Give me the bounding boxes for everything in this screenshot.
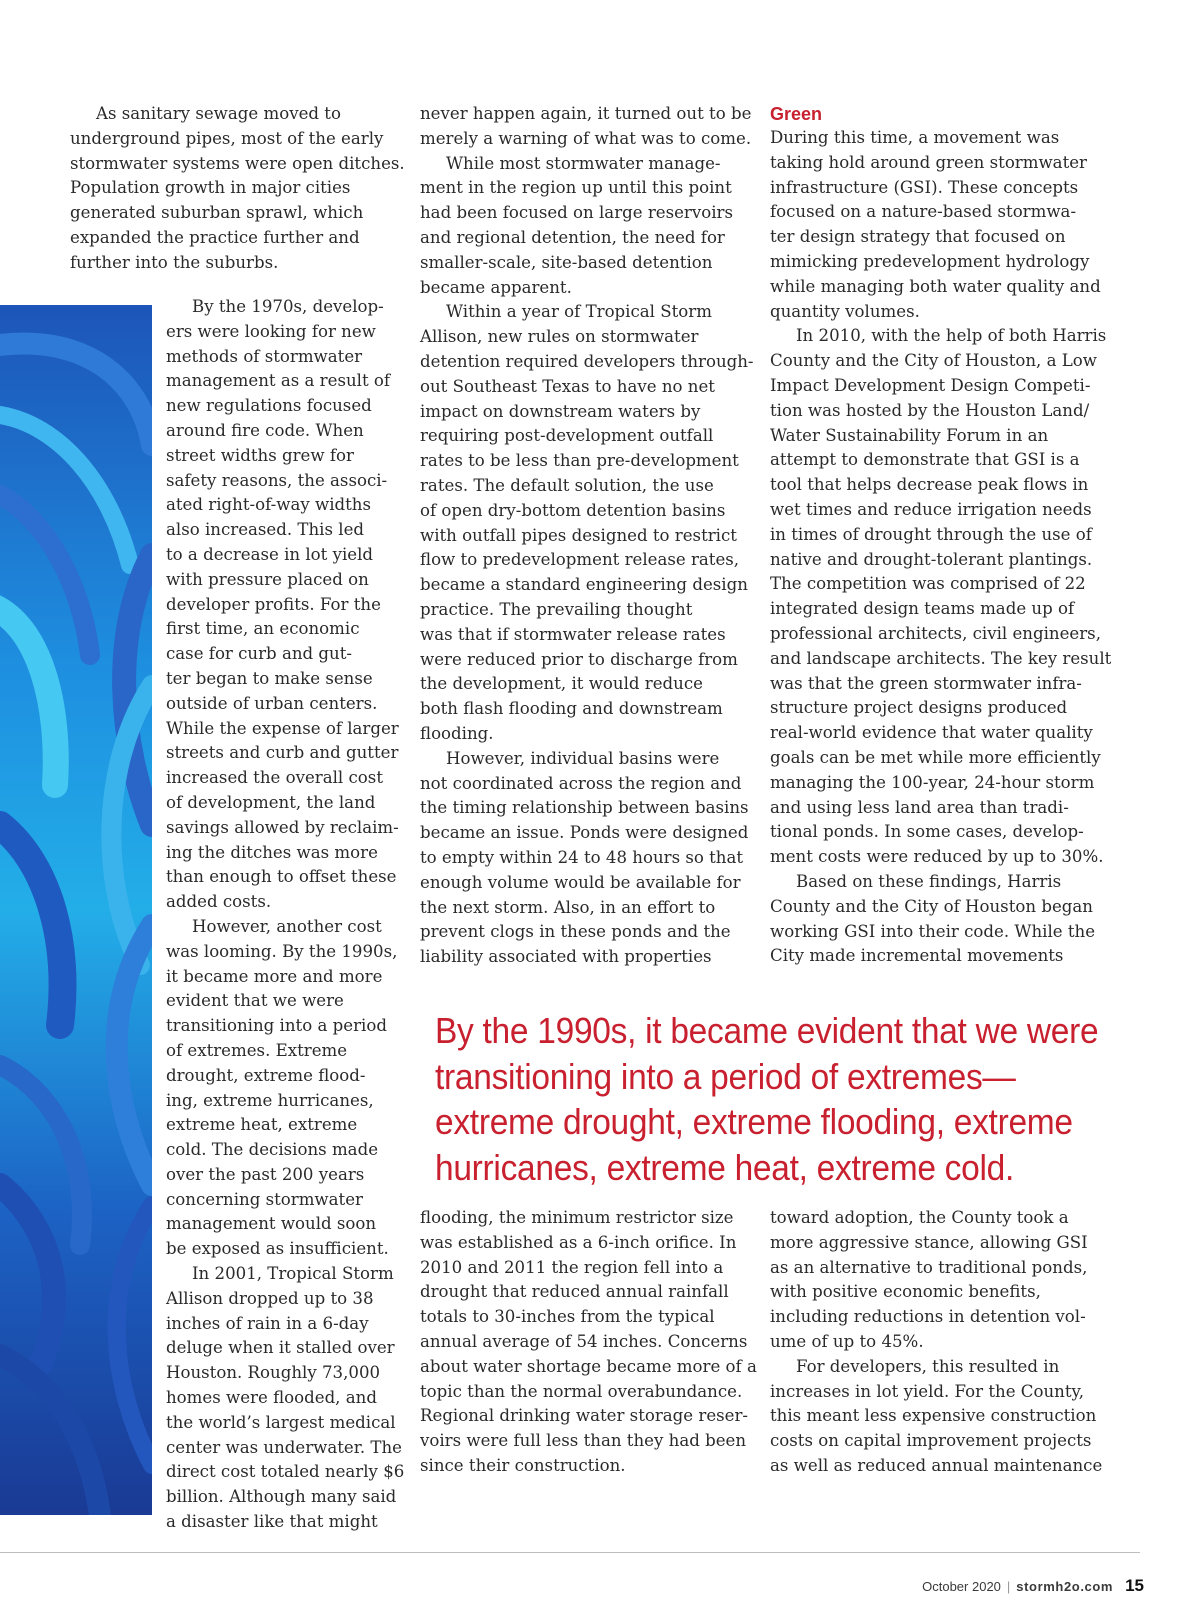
text-line: ated right-of-way widths <box>166 495 371 515</box>
text-line: During this time, a movement was <box>770 128 1060 147</box>
text-line: smaller-scale, site-based detention <box>420 252 713 272</box>
text-line: ment in the region up until this point <box>420 178 732 198</box>
text-line: However, individual basins were <box>446 748 720 768</box>
column-right-top <box>770 102 1120 969</box>
text-line: it became more and more <box>166 966 383 986</box>
text-line: a disaster like that might <box>166 1512 378 1532</box>
text-line: direct cost totaled nearly $6 <box>166 1462 405 1482</box>
text-line: the development, it would reduce <box>420 674 703 694</box>
text-line: County and the City of Houston, a Low <box>770 351 1097 371</box>
text-line: the next storm. Also, in an effort to <box>420 897 716 917</box>
text-line: working GSI into their code. While the <box>770 921 1096 941</box>
text-line: with pressure placed on <box>166 569 369 589</box>
text-line: 2010 and 2011 the region fell into a <box>420 1257 724 1277</box>
text-line: the timing relationship between basins <box>420 798 749 818</box>
text-line: outside of urban centers. <box>166 693 378 713</box>
text-line: tional ponds. In some cases, develop- <box>770 822 1084 842</box>
text-line: first time, an economic <box>166 619 360 639</box>
text-line: increased the overall cost <box>166 768 383 788</box>
text-line: in times of drought through the use of <box>770 524 1092 544</box>
text-line: transitioning into a period <box>166 1016 387 1036</box>
text-line: with outfall pipes designed to restrict <box>420 525 737 545</box>
column-middle-bottom <box>420 1206 755 1479</box>
text-line: this meant less expensive construction <box>770 1406 1097 1426</box>
paragraph <box>420 1206 755 1479</box>
text-line: rates to be less than pre-development <box>420 451 739 471</box>
text-line: since their construction. <box>420 1455 626 1475</box>
text-line: of development, the land <box>166 792 376 812</box>
text-line: around fire code. When <box>166 420 364 440</box>
text-line: to a decrease in lot yield <box>166 544 374 564</box>
paragraph <box>420 102 755 152</box>
text-line: ter began to make sense <box>166 668 373 688</box>
column-right-bottom <box>770 1206 1120 1479</box>
text-line: voirs were full less than they had been <box>420 1431 747 1451</box>
text-line: native and drought-tolerant plantings. <box>770 549 1093 569</box>
text-line: including reductions in detention vol- <box>770 1307 1086 1327</box>
text-line: Allison, new rules on stormwater <box>420 327 699 347</box>
paragraph <box>166 915 401 1262</box>
text-line: detention required developers through- <box>420 351 754 371</box>
website-link[interactable]: stormh2o.com <box>1016 1579 1114 1594</box>
paragraph <box>770 870 1120 969</box>
text-line: added costs. <box>166 892 272 912</box>
paragraph <box>166 1262 405 1535</box>
footer-separator: | <box>1006 1579 1011 1594</box>
text-line: deluge when it stalled over <box>166 1338 395 1358</box>
text-line: annual average of 54 inches. Concerns <box>420 1331 748 1351</box>
text-line: generated suburban sprawl, which <box>70 203 364 223</box>
text-line: and using less land area than tradi- <box>770 797 1069 817</box>
text-line: management would soon <box>166 1214 377 1234</box>
text-line: Regional drinking water storage reser- <box>420 1406 749 1426</box>
paragraph <box>770 126 1120 324</box>
text-line: toward adoption, the County took a <box>770 1208 1069 1227</box>
text-line: taking hold around green stormwater <box>770 152 1087 172</box>
text-line: While the expense of larger <box>166 718 399 738</box>
paragraph <box>420 152 755 301</box>
paragraph <box>420 747 755 970</box>
text-line: out Southeast Texas to have no net <box>420 376 715 396</box>
text-line: increases in lot yield. For the County, <box>770 1381 1084 1401</box>
text-line: ter design strategy that focused on <box>770 227 1066 247</box>
text-line: Based on these findings, Harris <box>796 871 1062 891</box>
text-line: of extremes. Extreme <box>166 1040 348 1060</box>
text-line: Houston. Roughly 73,000 <box>166 1363 381 1383</box>
text-line: ers were looking for new <box>166 321 376 341</box>
text-line: As sanitary sewage moved to <box>96 104 341 123</box>
text-line: be exposed as insufficient. <box>166 1239 389 1259</box>
text-line: structure project designs produced <box>770 698 1068 718</box>
text-line: merely a warning of what was to come. <box>420 128 752 148</box>
text-line: flow to predevelopment release rates, <box>420 550 740 570</box>
text-line: while managing both water quality and <box>770 276 1101 296</box>
text-line: than enough to offset these <box>166 867 397 887</box>
text-line: While most stormwater manage- <box>446 153 721 173</box>
column-middle-top <box>420 102 755 970</box>
text-line: managing the 100-year, 24-hour storm <box>770 772 1095 792</box>
text-line: was established as a 6-inch orifice. In <box>420 1232 737 1252</box>
text-line: tool that helps decrease peak flows in <box>770 475 1089 495</box>
paragraph <box>420 300 755 746</box>
text-line: became apparent. <box>420 277 572 297</box>
text-line: Population growth in major cities <box>70 178 351 198</box>
text-line: street widths grew for <box>166 445 354 465</box>
text-line: of open dry-bottom detention basins <box>420 500 726 520</box>
text-line: requiring post-development outfall <box>420 426 714 446</box>
text-line: However, another cost <box>192 916 382 936</box>
text-line: more aggressive stance, allowing GSI <box>770 1232 1088 1252</box>
page-number: 15 <box>1125 1576 1144 1595</box>
text-line: practice. The prevailing thought <box>420 599 693 619</box>
text-line: never happen again, it turned out to be <box>420 104 752 123</box>
pull-quote-line: extreme drought, extreme flooding, extreme <box>435 1101 1073 1142</box>
text-line: Allison dropped up to 38 <box>166 1288 374 1308</box>
text-line: not coordinated across the region and <box>420 773 742 793</box>
text-line: and landscape architects. The key result <box>770 648 1112 668</box>
paragraph <box>770 1206 1120 1355</box>
pull-quote-line: transitioning into a period of extremes— <box>435 1055 1016 1097</box>
text-line: flooding. <box>420 723 494 743</box>
text-line: methods of stormwater <box>166 346 363 366</box>
column-left <box>166 295 405 1535</box>
text-line: savings allowed by reclaim- <box>166 817 399 837</box>
text-line: ing the ditches was more <box>166 842 378 862</box>
text-line: new regulations focused <box>166 396 372 416</box>
text-line: had been focused on large reservoirs <box>420 203 733 223</box>
text-line: center was underwater. The <box>166 1437 402 1457</box>
text-line: quantity volumes. <box>770 301 920 321</box>
text-line: infrastructure (GSI). These concepts <box>770 177 1079 197</box>
abstract-water-swirl-image <box>0 305 152 1515</box>
text-line: concerning stormwater <box>166 1189 363 1209</box>
pull-quote <box>435 1008 1155 1190</box>
decorative-water-artwork <box>0 305 152 1515</box>
text-line: topic than the normal overabundance. <box>420 1381 743 1401</box>
text-line: The competition was comprised of 22 <box>770 574 1086 594</box>
text-line: about water shortage became more of a <box>420 1356 757 1376</box>
text-line: evident that we were <box>166 991 344 1011</box>
text-line: costs on capital improvement projects <box>770 1431 1092 1451</box>
text-line: homes were flooded, and <box>166 1388 377 1408</box>
text-line: both flash flooding and downstream <box>420 699 723 719</box>
text-line: tion was hosted by the Houston Land/ <box>770 400 1090 420</box>
text-line: ing, extreme hurricanes, <box>166 1090 374 1110</box>
text-line: goals can be met while more efficiently <box>770 747 1101 767</box>
text-line: and regional detention, the need for <box>420 227 725 247</box>
text-line: became an issue. Ponds were designed <box>420 823 749 843</box>
text-line: underground pipes, most of the early <box>70 128 384 148</box>
text-line: focused on a nature-based stormwa- <box>770 202 1077 222</box>
text-line: was looming. By the 1990s, <box>166 941 398 961</box>
column-left-top <box>70 102 405 276</box>
text-line: For developers, this resulted in <box>796 1356 1060 1376</box>
text-line: flooding, the minimum restrictor size <box>420 1208 734 1227</box>
page-footer <box>922 1576 1144 1596</box>
text-line: safety reasons, the associ- <box>166 470 388 490</box>
text-line: enough volume would be available for <box>420 872 741 892</box>
paragraph <box>166 295 401 915</box>
pull-quote-line: By the 1990s, it became evident that we were <box>435 1010 1099 1051</box>
text-line: City made incremental movements <box>770 946 1064 966</box>
text-line: to empty within 24 to 48 hours so that <box>420 847 744 867</box>
text-line: mimicking predevelopment hydrology <box>770 251 1090 271</box>
text-line: as an alternative to traditional ponds, <box>770 1257 1088 1277</box>
text-line: professional architects, civil engineers, <box>770 623 1101 643</box>
text-line: drought that reduced annual rainfall <box>420 1282 729 1302</box>
text-line: prevent clogs in these ponds and the <box>420 922 731 942</box>
text-line: was that if stormwater release rates <box>420 624 726 644</box>
text-line: rates. The default solution, the use <box>420 475 714 495</box>
text-line: Impact Development Design Competi- <box>770 375 1091 395</box>
text-line: integrated design teams made up of <box>770 599 1075 619</box>
text-line: expanded the practice further and <box>70 227 360 247</box>
section-heading: Green <box>770 104 823 124</box>
text-line: extreme heat, extreme <box>166 1115 358 1135</box>
text-line: In 2010, with the help of both Harris <box>796 326 1107 346</box>
text-line: Water Sustainability Forum in an <box>770 425 1049 445</box>
text-line: By the 1970s, develop- <box>192 297 384 316</box>
paragraph <box>770 324 1120 870</box>
text-line: further into the suburbs. <box>70 252 279 272</box>
text-line: the world’s largest medical <box>166 1412 396 1432</box>
text-line: stormwater systems were open ditches. <box>70 153 405 173</box>
text-line: drought, extreme flood- <box>166 1065 366 1085</box>
text-line: In 2001, Tropical Storm <box>192 1264 394 1284</box>
text-line: case for curb and gut- <box>166 644 353 664</box>
text-line: with positive economic benefits, <box>770 1282 1041 1302</box>
text-line: wet times and reduce irrigation needs <box>770 499 1092 519</box>
text-line: became a standard engineering design <box>420 575 748 595</box>
footer-divider <box>0 1552 1140 1553</box>
pull-quote-line: hurricanes, extreme heat, extreme cold. <box>435 1146 1015 1188</box>
text-line: cold. The decisions made <box>166 1140 379 1160</box>
text-line: ume of up to 45%. <box>770 1331 924 1351</box>
paragraph <box>70 102 405 276</box>
text-line: streets and curb and gutter <box>166 743 399 763</box>
text-line: Within a year of Tropical Storm <box>446 302 712 322</box>
text-line: totals to 30-inches from the typical <box>420 1307 715 1327</box>
text-line: real-world evidence that water quality <box>770 723 1093 743</box>
text-line: developer profits. For the <box>166 594 381 614</box>
text-line: over the past 200 years <box>166 1164 365 1184</box>
text-line: impact on downstream waters by <box>420 401 701 421</box>
text-line: liability associated with properties <box>420 947 712 967</box>
text-line: inches of rain in a 6-day <box>166 1313 369 1333</box>
text-line: also increased. This led <box>166 520 365 540</box>
text-line: was that the green stormwater infra- <box>770 673 1082 693</box>
text-line: ment costs were reduced by up to 30%. <box>770 847 1104 867</box>
text-line: as well as reduced annual maintenance <box>770 1455 1103 1475</box>
text-line: management as a result of <box>166 371 391 391</box>
text-line: billion. Although many said <box>166 1487 397 1507</box>
paragraph <box>770 1355 1120 1479</box>
text-line: County and the City of Houston began <box>770 896 1093 916</box>
issue-date: October 2020 <box>922 1579 1001 1594</box>
text-line: attempt to demonstrate that GSI is a <box>770 450 1080 470</box>
text-line: were reduced prior to discharge from <box>420 649 738 669</box>
